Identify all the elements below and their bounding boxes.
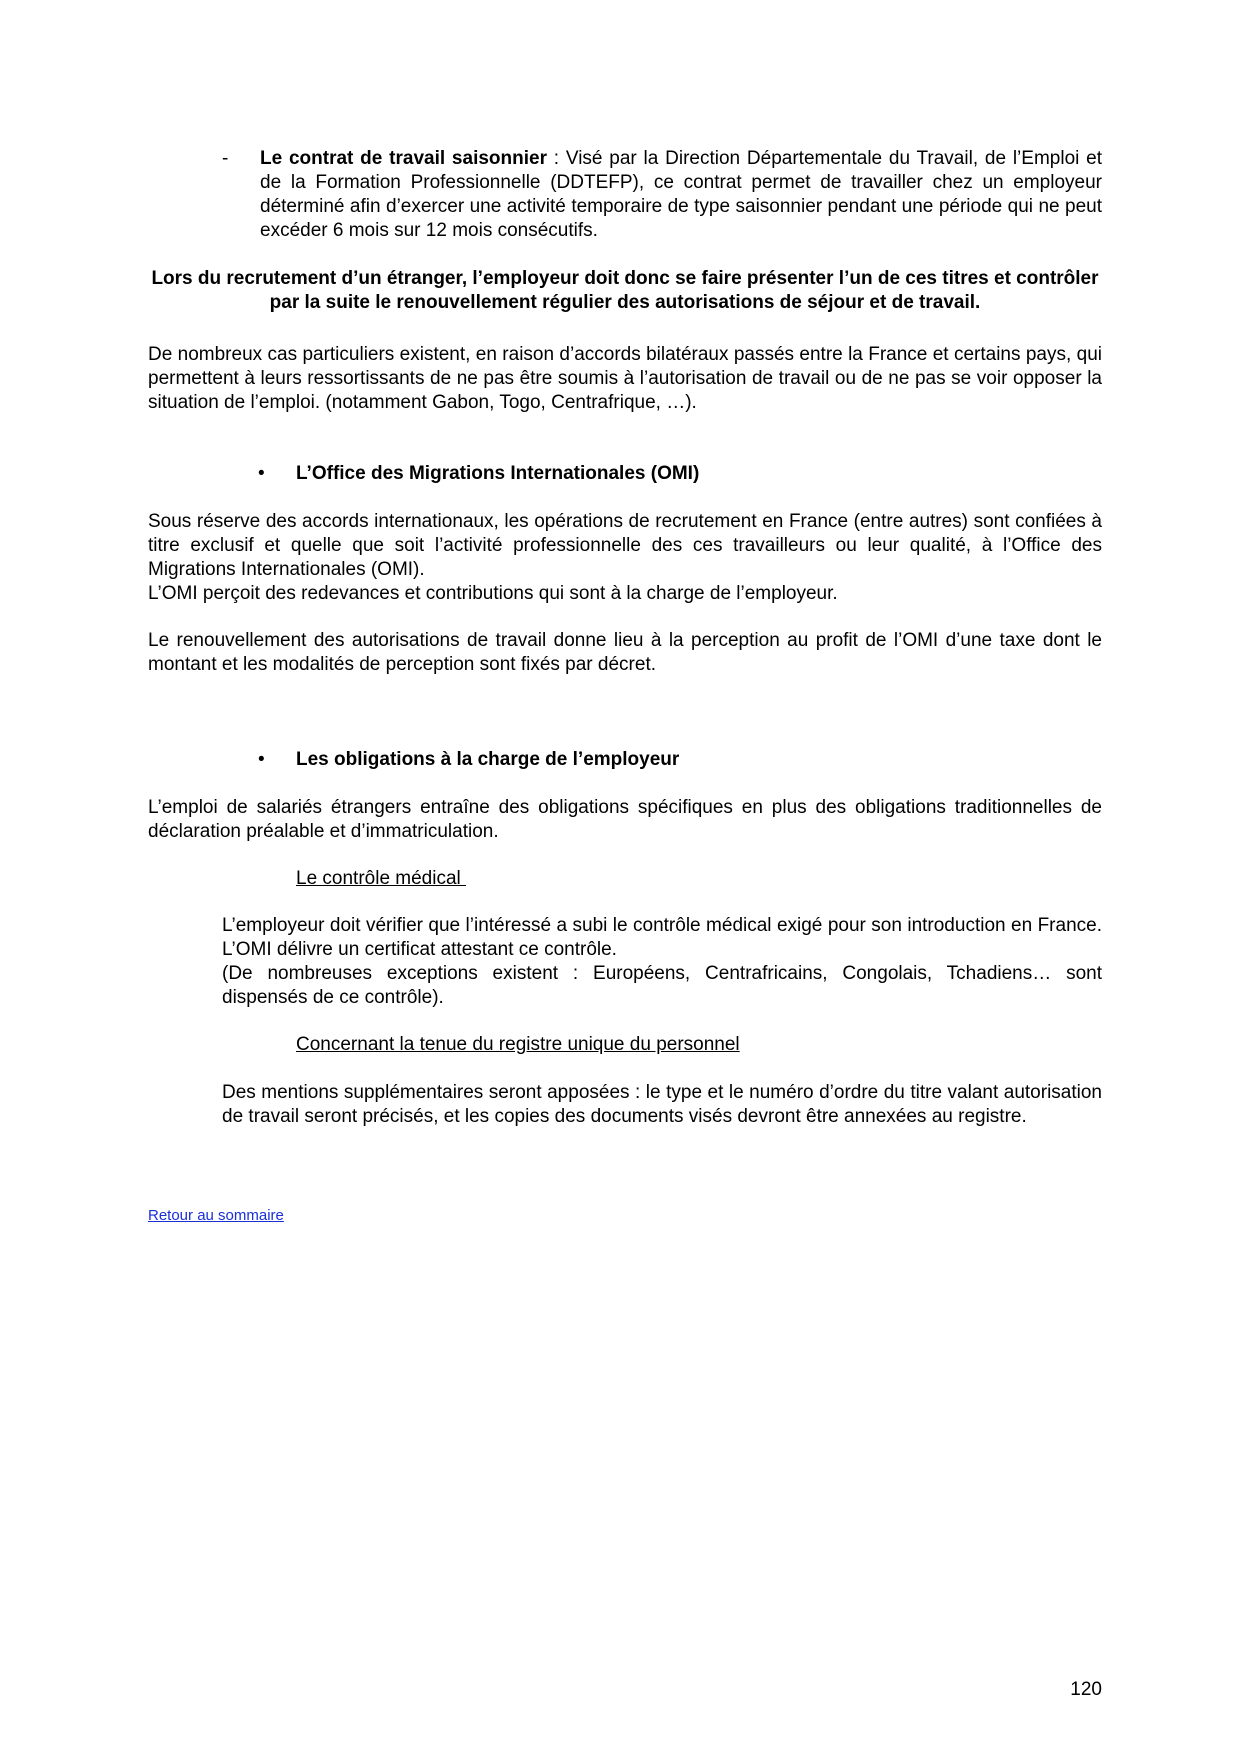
- omi-heading: L’Office des Migrations Internationales (OMI): [296, 463, 700, 484]
- obligations-bullet: •: [258, 749, 265, 770]
- register-text: Des mentions supplémentaires seront apposées : le type et le numéro d’ordre du titre valant autorisation de travail seront précisés, et les copies des documents visés devront être annexées au registre.: [222, 1082, 1102, 1127]
- seasonal-contract-paragraph: [260, 147, 1102, 243]
- seasonal-contract-title: Le contrat de travail saisonnier: [260, 148, 547, 169]
- special-cases-paragraph: De nombreux cas particuliers existent, en raison d’accords bilatéraux passés entre la France et certains pays, qui permettent à leurs ressortissants de ne pas être soumis à l’autorisation de travail ou de ne pas se voir opposer la situation de l’emploi. (notamment Gabon, Togo, Centrafrique, …).: [148, 344, 1102, 413]
- dash-marker: -: [222, 148, 229, 169]
- omi-paragraph-1: Sous réserve des accords internationaux, les opérations de recrutement en France (entre autres) sont confiées à titre exclusif et quelle que soit l’activité professionnelle des ces travailleurs ou leur qualité, à l’Office des Migrations Internationales (OMI).: [148, 511, 1102, 580]
- page-number: 120: [1070, 1679, 1102, 1700]
- register-heading: Concernant la tenue du registre unique du personnel: [296, 1034, 740, 1055]
- seasonal-contract-text: : Visé par la Direction Départementale du Travail, de l’Emploi et de la Formation Professionnelle (DDTEFP), ce contrat permet de travailler chez un employeur déterminé afin d’exercer une activité temporaire de type saisonnier pendant une période qui ne peut excéder 6 mois sur 12 mois consécutifs.: [260, 148, 1103, 241]
- recruitment-notice: Lors du recrutement d’un étranger, l’employeur doit donc se faire présenter l’un de ces titres et contrôler par la suite le renouvellement régulier des autorisations de séjour et de travail.: [151, 268, 1099, 313]
- obligations-heading: Les obligations à la charge de l’employeur: [296, 749, 680, 770]
- medical-control-text-1: L’employeur doit vérifier que l’intéressé a subi le contrôle médical exigé pour son introduction en France. L’OMI délivre un certificat attestant ce contrôle.: [222, 915, 1102, 960]
- obligations-intro: L’emploi de salariés étrangers entraîne des obligations spécifiques en plus des obligations traditionnelles de déclaration préalable et d’immatriculation.: [148, 797, 1102, 842]
- omi-bullet: •: [258, 463, 265, 484]
- omi-paragraph-2: L’OMI perçoit des redevances et contributions qui sont à la charge de l’employeur.: [148, 583, 838, 604]
- medical-control-heading: Le contrôle médical: [296, 868, 467, 889]
- medical-control-text-2: (De nombreuses exceptions existent : Européens, Centrafricains, Congolais, Tchadiens… sont dispensés de ce contrôle).: [222, 963, 1102, 1008]
- omi-paragraph-3: Le renouvellement des autorisations de travail donne lieu à la perception au profit de l’OMI d’une taxe dont le montant et les modalités de perception sont fixés par décret.: [148, 630, 1102, 675]
- back-to-summary-link[interactable]: Retour au sommaire: [148, 1207, 284, 1224]
